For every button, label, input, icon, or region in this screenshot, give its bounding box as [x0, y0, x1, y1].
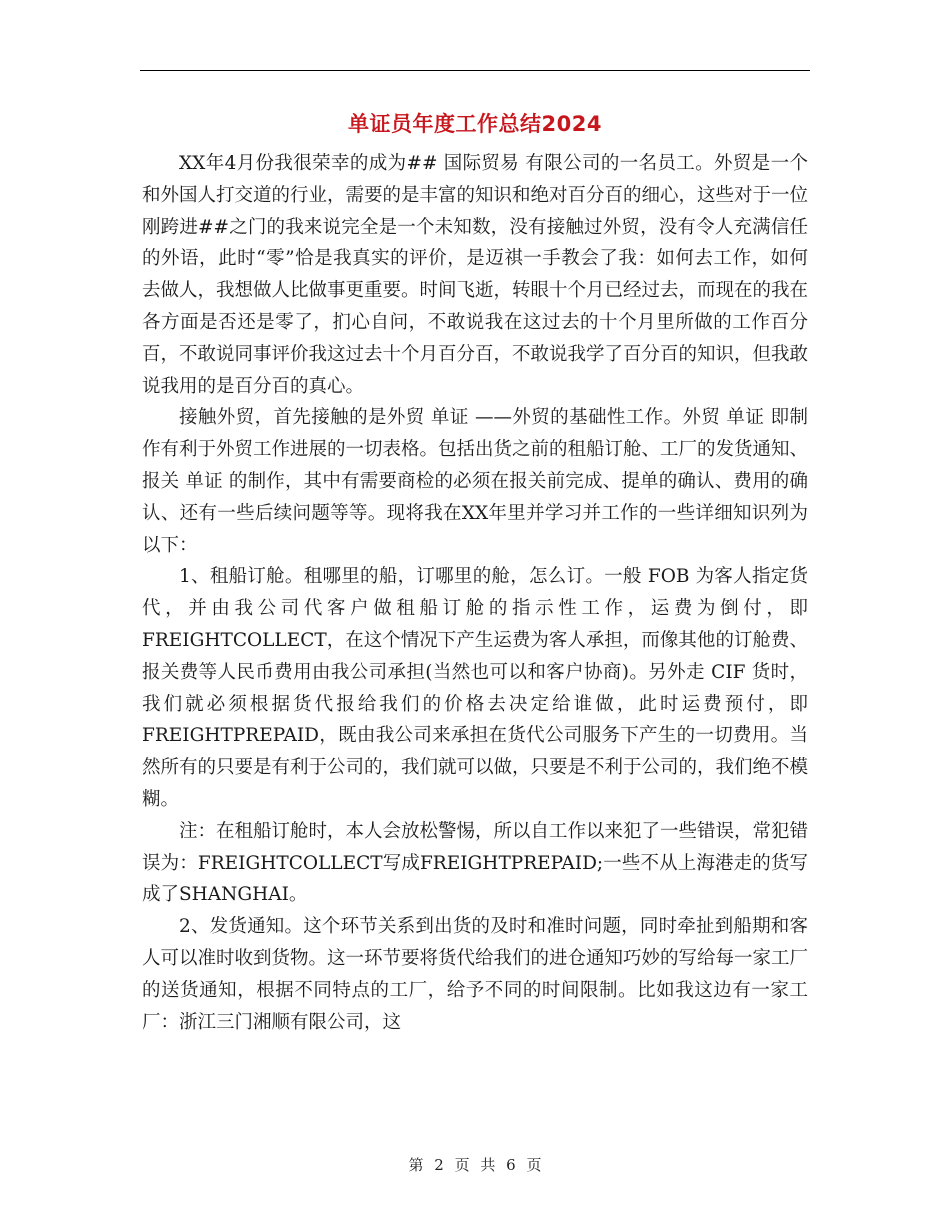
paragraph: XX年4月份我很荣幸的成为## 国际贸易 有限公司的一名员工。外贸是一个和外国人打交道的行业，需要的是丰富的知识和绝对百分百的细心，这些对于一位刚跨进##之门的我来说完全是一个未知数，没有接触过外贸，没有令人充满信任的外语，此时“零”恰是我真实的评价，是迈祺一手教会了我：如何去工作，如何去做人，我想做人比做事更重要。时间飞逝，转眼十个月已经过去，而现在的我在各方面是否还是零了，扪心自问，不敢说我在这过去的十个月里所做的工作百分百，不敢说同事评价我这过去十个月百分百，不敢说我学了百分百的知识，但我敢说我用的是百分百的真心。	[142, 153, 809, 397]
paragraph: 接触外贸，首先接触的是外贸 单证 ——外贸的基础性工作。外贸 单证 即制作有利于外贸工作进展的一切表格。包括出货之前的租船订舱、工厂的发货通知、报关 单证 的制作，其中有需要商检的必须在报关前完成、提单的确认、费用的确认、还有一些后续问题等等。现将我在XX年里并学习并工作的一些详细知识列为以下：	[142, 407, 809, 556]
document-body	[142, 148, 808, 1038]
paragraph: 注：在租船订舱时，本人会放松警惕，所以自工作以来犯了一些错误，常犯错误为：FREIGHTCOLLECT写成FREIGHTPREPAID;一些不从上海港走的货写成了SHANGHAI。	[142, 820, 809, 906]
paragraph: 2、发货通知。这个环节关系到出货的及时和准时问题，同时牵扯到船期和客人可以准时收到货物。这一环节要将货代给我们的进仓通知巧妙的写给每一家工厂的送货通知，根据不同特点的工厂，给予不同的时间限制。比如我这边有一家工厂：浙江三门湘顺有限公司，这	[142, 916, 809, 1033]
document-title: 单证员年度工作总结2024	[348, 112, 602, 136]
page-number-footer: 第 2 页 共 6 页	[408, 1156, 542, 1174]
header-rule	[140, 70, 810, 71]
paragraph: 1、租船订舱。租哪里的船，订哪里的舱，怎么订。一般 FOB 为客人指定货代，并由我公司代客户做租船订舱的指示性工作，运费为倒付，即FREIGHTCOLLECT，在这个情况下产生运费为客人承担，而像其他的订舱费、报关费等人民币费用由我公司承担(当然也可以和客户协商)。另外走 CIF 货时，我们就必须根据货代报给我们的价格去决定给谁做，此时运费预付，即FREIGHTPREPAID，既由我公司来承担在货代公司服务下产生的一切费用。当然所有的只要是有利于公司的，我们就可以做，只要是不利于公司的，我们绝不模糊。	[142, 566, 809, 810]
